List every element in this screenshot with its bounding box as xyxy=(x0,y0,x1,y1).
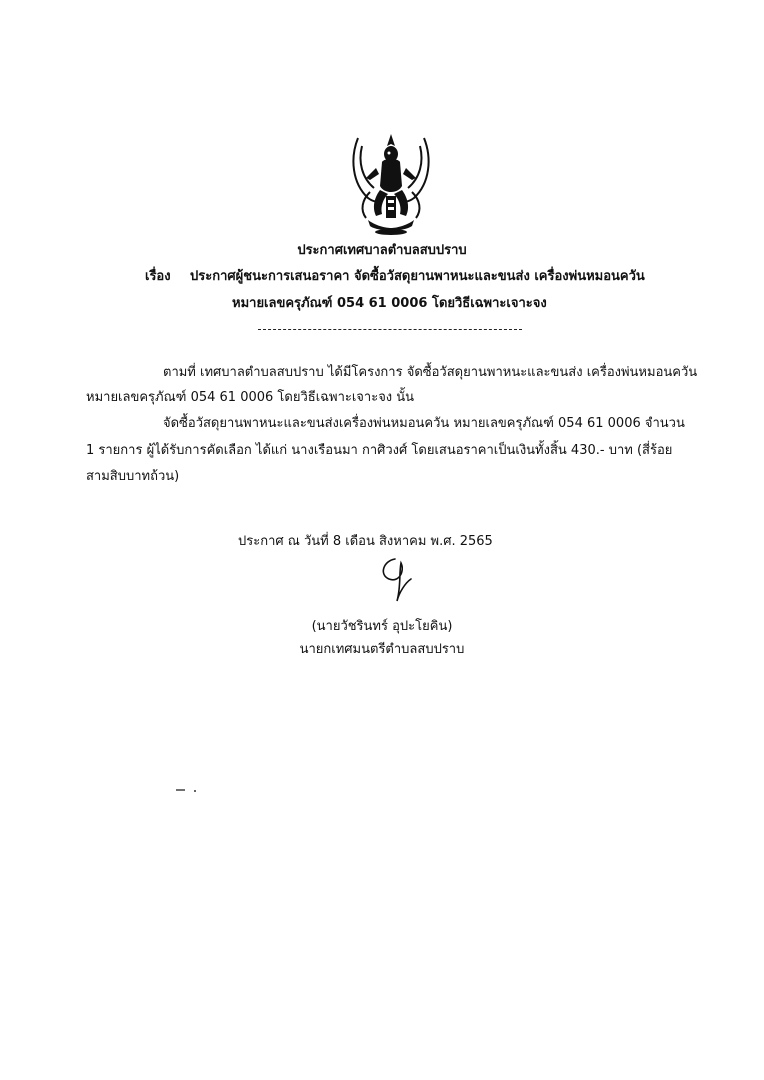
signature-icon xyxy=(365,553,435,609)
paragraph-2-line-2: 1 รายการ ผู้ได้รับการคัดเลือก ได้แก่ นางเรือนมา กาศิวงศ์ โดยเสนอราคาเป็นเงินทั้งสิ้น 430.- บาท (สี่ร้อย xyxy=(86,443,673,458)
paragraph-2-line-1: จัดซื้อวัสดุยานพาหนะและขนส่งเครื่องพ่นหมอนควัน หมายเลขครุภัณฑ์ 054 61 0006 จำนวน xyxy=(163,416,685,431)
garuda-emblem-icon xyxy=(346,128,436,238)
paragraph-2-line-3: สามสิบบาทถ้วน) xyxy=(86,469,180,484)
subject-text: ประกาศผู้ชนะการเสนอราคา จัดซื้อวัสดุยานพาหนะและขนส่ง เครื่องพ่นหมอนควัน xyxy=(190,269,645,284)
announcement-date: ประกาศ ณ วันที่ 8 เดือน สิงหาคม พ.ศ. 2565 xyxy=(238,534,493,549)
signer-title: นายกเทศมนตรีตำบลสบปราบ xyxy=(299,642,465,657)
subject-label: เรื่อง xyxy=(145,269,171,284)
announcement-title: ประกาศเทศบาลตำบลสบปราบ xyxy=(297,243,467,258)
scan-mark-icon xyxy=(175,787,199,793)
paragraph-1-line-1: ตามที่ เทศบาลตำบลสบปราบ ได้มีโครงการ จัดซื้อวัสดุยานพาหนะและขนส่ง เครื่องพ่นหมอนควัน xyxy=(163,365,698,380)
subject-reference: หมายเลขครุภัณฑ์ 054 61 0006 โดยวิธีเฉพาะเจาะจง xyxy=(232,296,547,311)
header-divider xyxy=(258,329,522,330)
signer-name: (นายวัชรินทร์ อุปะโยคิน) xyxy=(311,619,453,634)
paragraph-1-line-2: หมายเลขครุภัณฑ์ 054 61 0006 โดยวิธีเฉพาะเจาะจง นั้น xyxy=(86,390,415,405)
